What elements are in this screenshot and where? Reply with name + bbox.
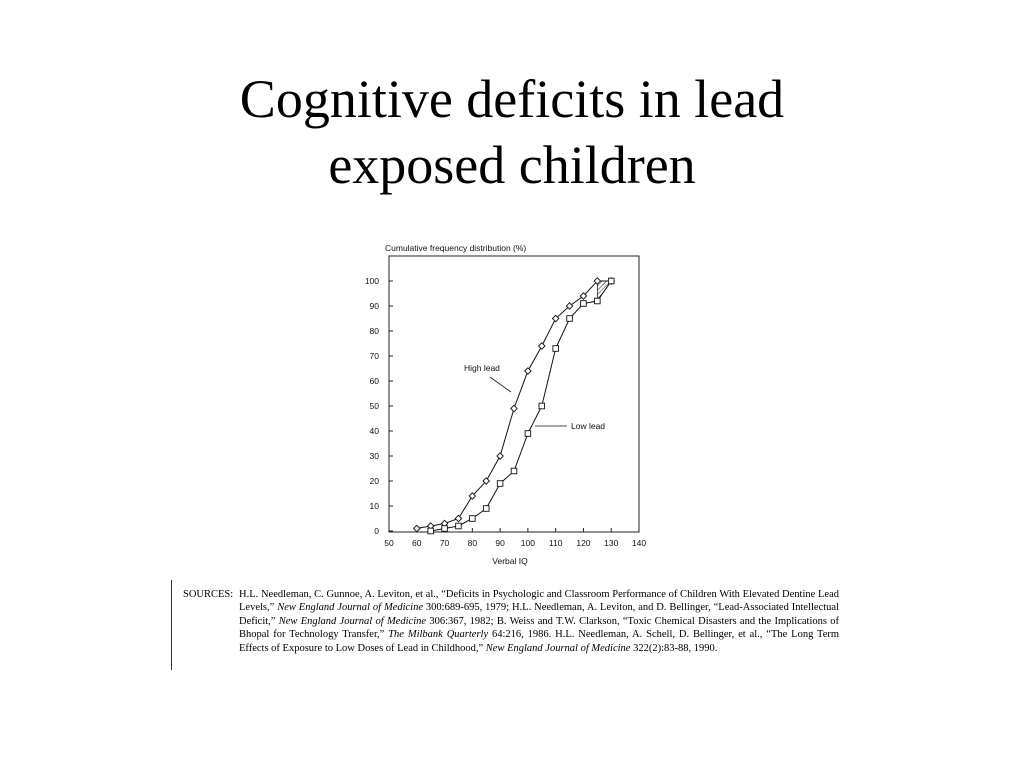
y-tick-label: 70	[369, 351, 379, 361]
data-point-low-lead	[456, 523, 462, 529]
data-point-high-lead	[414, 525, 420, 531]
y-tick-label: 0	[374, 526, 379, 536]
data-point-high-lead	[525, 368, 531, 374]
data-point-low-lead	[470, 516, 476, 522]
data-point-low-lead	[567, 316, 573, 322]
y-tick-label: 50	[369, 401, 379, 411]
y-tick-label: 40	[369, 426, 379, 436]
chart-title: Cumulative frequency distribution (%)	[385, 243, 527, 253]
x-axis-label: Verbal IQ	[492, 556, 528, 566]
y-tick-label: 80	[369, 326, 379, 336]
data-point-high-lead	[497, 453, 503, 459]
citation-text: 300:689-695, 1979; H.L. Needleman, A. Leviton, and D. Bellinger, “Lead-Associated Intellectual Deficit,”	[239, 602, 839, 627]
data-point-low-lead	[553, 346, 559, 352]
x-tick-label: 80	[467, 538, 478, 548]
data-point-low-lead	[497, 481, 503, 487]
citation-text: 64:216, 1986. H.L. Needleman, A. Schell, D. Bellinger, et al., “The Long Term Effects of Exposure to Low Doses of Lead in Childhood,”	[239, 629, 840, 654]
x-tick-label: 120	[576, 538, 591, 548]
slide-title-line-1: Cognitive deficits in lead	[239, 69, 785, 129]
x-tick-label: 90	[495, 538, 505, 548]
x-tick-label: 50	[384, 538, 394, 548]
data-point-low-lead	[595, 298, 601, 304]
x-tick-label: 70	[439, 538, 450, 548]
sources-text	[239, 588, 839, 655]
leader-line-high-lead	[490, 377, 511, 392]
series-line-low-lead	[431, 281, 612, 531]
data-point-low-lead	[525, 431, 531, 437]
journal-name: The Milbank Quarterly	[388, 629, 489, 641]
data-point-high-lead	[539, 343, 545, 349]
data-point-low-lead	[539, 403, 545, 409]
annotation-low-lead: Low lead	[571, 421, 606, 431]
journal-name: New England Journal of Medicine	[277, 602, 424, 614]
y-tick-label: 100	[364, 276, 379, 286]
sources-block	[171, 580, 844, 670]
y-tick-label: 30	[369, 451, 379, 461]
chart-figure	[350, 236, 660, 576]
x-tick-label: 130	[604, 538, 619, 548]
data-point-high-lead	[455, 515, 461, 521]
x-tick-label: 140	[631, 538, 647, 548]
citation-text: 322(2):83-88, 1990.	[630, 642, 718, 654]
y-tick-label: 10	[369, 501, 379, 511]
y-tick-label: 20	[369, 476, 379, 486]
slide-title-line-2: exposed children	[328, 135, 696, 195]
citation-text: 306:367, 1982; B. Weiss and T.W. Clarkson, “Toxic Chemical Disasters and the Implications of Bhopal for Technology Transfer,”	[239, 615, 839, 641]
journal-name: New England Journal of Medicine	[485, 642, 631, 654]
data-point-low-lead	[511, 468, 517, 474]
journal-name: New England Journal of Medicine	[278, 615, 427, 627]
data-point-low-lead	[483, 506, 489, 512]
data-point-low-lead	[442, 526, 448, 532]
data-point-low-lead	[608, 278, 614, 284]
data-point-high-lead	[511, 405, 517, 411]
y-tick-label: 60	[369, 376, 379, 386]
plot-frame	[389, 256, 639, 532]
y-tick-label: 90	[369, 301, 379, 311]
sources-label: SOURCES:	[183, 589, 234, 600]
x-tick-label: 60	[412, 538, 422, 548]
x-tick-label: 110	[548, 538, 563, 548]
cumulative-frequency-chart	[350, 236, 660, 576]
data-point-low-lead	[581, 301, 587, 307]
x-tick-label: 100	[520, 538, 535, 548]
slide-title	[0, 66, 1024, 198]
annotation-high-lead: High lead	[464, 363, 500, 373]
data-point-low-lead	[428, 528, 434, 534]
citation-text: H.L. Needleman, C. Gunnoe, A. Leviton, et al., “Deficits in Psychologic and Classroom Performance of Children With Elevated Dentine Lead Levels,”	[239, 589, 839, 614]
